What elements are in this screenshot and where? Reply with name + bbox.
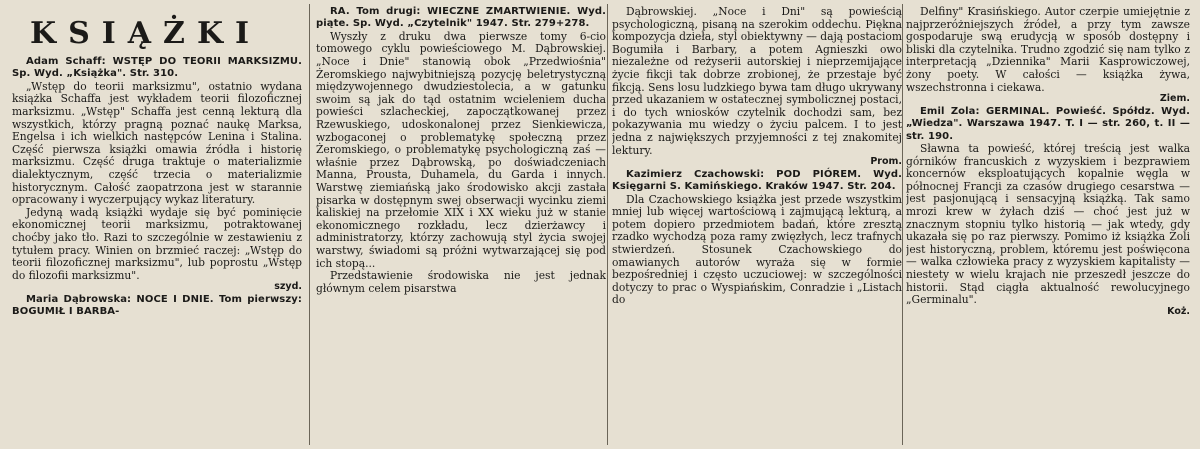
review-signature: szyd. [274,281,302,293]
review-paragraph: Delfiny" Krasińskiego. Autor czerpie umiejętnie z najprzeróżniejszych źródeł, a przy tym zawsze gospodaruje swą erudycją w sposób dostępny i bliski dla czytelnika. Trudno zgodzić się nam tylko z interpretacją „Dziennika" Marii Kasprowiczowej, żony poety. W całości — książka żywa, wszechstronna i ciekawa. [906,6,1190,94]
review-heading: Adam Schaff: WSTĘP DO TEORII MARKSIZMU. Sp. Wyd. „Książka". Str. 310. [12,56,302,80]
review-paragraph: Przedstawienie środowiska nie jest jednak głównym celem pisarstwa [316,269,606,295]
column-4 [906,6,1190,445]
review-signature: Koż. [1167,305,1190,317]
review-heading: RA. Tom drugi: WIECZNE ZMARTWIENIE. Wyd. piąte. Sp. Wyd. „Czytelnik" 1947. Str. 279+278. [316,6,606,30]
column-3 [612,6,902,445]
review-heading: Maria Dąbrowska: NOCE I DNIE. Tom pierwszy: BOGUMIŁ I BARBA- [12,293,302,318]
review-signature: Prom. [870,156,902,168]
review-paragraph: Dąbrowskiej. „Noce i Dni" są powieścią psychologiczną, pisaną na szerokim oddechu. Piękna kompozycja dzieła, styl obiektywny — dają postaciom Bogumiła i Barbary, a potem Agnieszki owo niezależne od reżyserii autorskiej i nieprzemijające życie fikcji tak dobrze zrobionej, że przestaje być fikcją. Sens losu ludzkiego bywa tam długo ukrywany przed ukazaniem w ostatecznej symbolicznej postaci, i do tych wniosków czytelnik dochodzi sam, bez pokazywania mu wiedzy o życiu palcem. I to jest jedna z największych przyjemności z tej znakomitej lektury. [612,6,902,157]
review-paragraph: „Wstęp do teorii marksizmu", ostatnio wydana książka Schaffa jest wykładem teorii filozoficznej marksizmu. „Wstęp" Schaffa jest cenną lekturą dla wszystkich, którzy pragną poznać naukę Marksa, Engelsa i ich wielkich następców Lenina i Stalina. Część pierwsza książki omawia źródła i historię marksizmu. Część druga traktuje o materializmie dialektycznym, część trzecia o materializmie historycznym. Całość zaopatrzona jest w starannie opracowany i wyczerpujący wykaz literatury. [12,79,302,207]
review-paragraph: Dla Czachowskiego książka jest przede wszystkim mniej lub więcej wartościową i zajmującą lekturą, a potem dopiero przedmiotem badań, które zresztą rzadko wychodzą poza ramy zwięzłych, lecz trafnych stwierdzeń. Stosunek Czachowskiego do omawianych autorów wyraża się w formie bezpośredniej i często uczuciowej: w szczególności dotyczy to prac o Wyspiańskim, Conradzie i „Listach do [612,192,902,307]
review-signature: Ziem. [1159,93,1190,105]
review-paragraph: Jedyną wadą książki wydaje się być pominięcie ekonomicznej teorii marksizmu, potraktowanej choćby jako tło. Razi to szczególnie w zestawieniu z tytułem pracy. Winien on brzmieć raczej: „Wstęp do teorii filozoficznej marksizmu", lub poprostu „Wstęp do filozofii marksizmu". [12,205,302,282]
column-1 [12,6,302,445]
column-rule [309,4,310,445]
review-paragraph: Wyszły z druku dwa pierwsze tomy 6-cio tomowego cyklu powieściowego M. Dąbrowskiej. „Noce i Dnie" stanowią obok „Przedwiośnia" Żeromskiego najwybitniejszą pozycję beletrystyczną międzywojennego dwudziestolecia, a w gatunku swoim są jak do tąd ostatnim wcieleniem ducha powieści szlacheckiej, zapoczątkowanej przez Rzewuskiego, udoskonalonej przez Sienkiewicza, wzbogaconej o problematykę społeczną przez Żeromskiego, o problematykę psychologiczną zaś — właśnie przez Dąbrowską, po doświadczeniach Manna, Prousta, Duhamela, du Garda i innych. Warstwę ziemiańską jako środowisko akcji zastała pisarka w dostępnym swej obserwacji wycinku ziemi kaliskiej na przełomie XIX i XX wieku już w stanie ekonomicznego rozkładu, lecz dzierżawcy i administratorzy, którzy zachowują styl życia swojej warstwy, świadomi są próżni wytwarzającej się pod ich stopą... [316,29,606,270]
review-heading: Emil Zola: GERMINAL. Powieść. Spółdz. Wyd. „Wiedza". Warszawa 1947. T. I — str. 260, t. II — str. 190. [906,105,1190,142]
section-title: KSIĄŻKI [30,16,262,51]
column-rule [607,4,608,445]
column-rule [902,4,903,445]
review-paragraph: Sławna ta powieść, której treścią jest walka górników francuskich z wyzyskiem i bezprawiem koncernów eksploatujących kopalnie węgla w północnej Francji za czasów drugiego cesarstwa — jest pasjonującą i sensacyjną książką. Tak samo mrozi krew w żyłach dziś — choć jest już w znacznym stopniu tylko historią — jak wtedy, gdy ukazała się po raz pierwszy. Pomimo iż książka Zoli jest historyczną, problem, któremu jest poświęcona — walka człowieka pracy z wyzyskiem kapitalisty — niestety w wielu krajach nie przeszedł jeszcze do historii. Stąd ciągła aktualność rewolucyjnego „Germinalu". [906,141,1190,307]
review-heading: Kazimierz Czachowski: POD PIÓREM. Wyd. Księgarni S. Kamińskiego. Kraków 1947. Str. 204. [612,168,902,193]
column-2 [316,6,606,445]
